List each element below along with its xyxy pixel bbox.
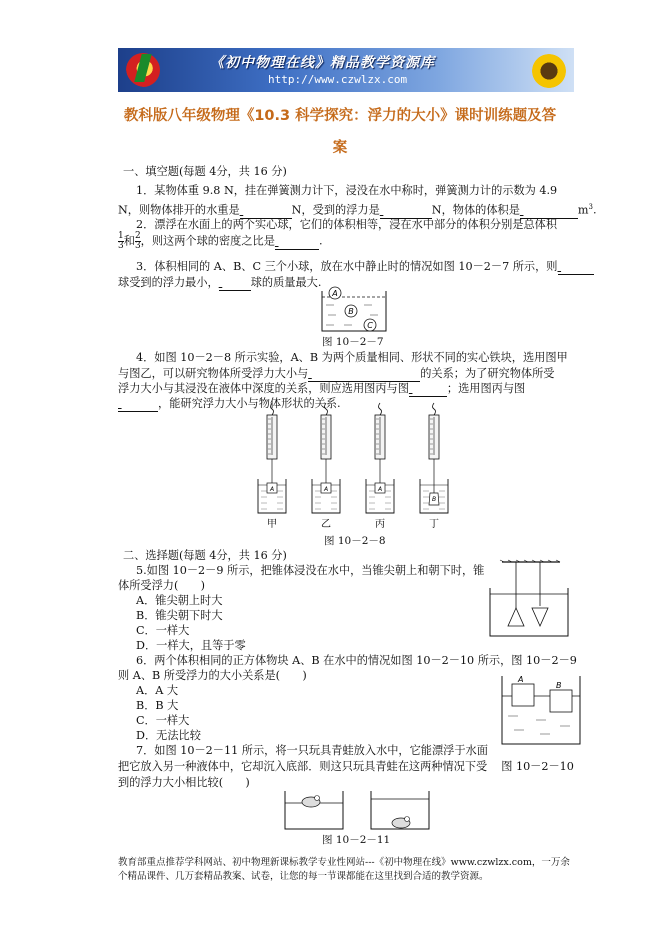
q4-text-b2: 的关系；为了研究物体所受 xyxy=(420,367,555,380)
q1-line2 xyxy=(118,200,597,219)
q4-line2 xyxy=(118,366,554,382)
setup-label: 甲 xyxy=(267,519,277,530)
block-b xyxy=(550,690,572,712)
block-b-label: B xyxy=(556,681,562,690)
q1-end: . xyxy=(592,203,597,217)
setup-label: 丁 xyxy=(429,519,439,530)
block-label: B xyxy=(431,496,437,503)
block-a xyxy=(512,684,534,706)
q3-text-b2: 球的质量最大. xyxy=(250,276,322,289)
q5-option-a[interactable]: A．锥尖朝上时大 xyxy=(136,594,223,607)
spring-scale-setup-1 xyxy=(258,403,286,530)
sunflower-icon xyxy=(532,54,566,88)
q1-line1: 1．某物体重 9.8 N，挂在弹簧测力计下，浸没在水中称时，弹簧测力计的示数为 4.9 xyxy=(136,184,558,197)
q4-blank-2[interactable] xyxy=(409,381,447,397)
block-label: A xyxy=(269,486,275,493)
q2-fraction-1: $\frac{1}{3}$ xyxy=(118,231,124,251)
footer-line2: 个精品课件、几万套精品教案、试卷，让您的每一节课都能在这里找到合适的教学资源。 xyxy=(118,871,489,882)
figure-10-2-8-caption: 图 10－2－8 xyxy=(324,535,386,547)
section1-heading: 一、填空题(每题 4分，共 16 分) xyxy=(123,165,287,178)
q3-blank-2[interactable] xyxy=(219,275,251,291)
q4-text-c1: 浮力大小与其浸没在液体中深度的关系，则应选用图丙与图 xyxy=(118,382,409,395)
block-a-label: A xyxy=(518,675,524,684)
figure-10-2-11-caption: 图 10－2－11 xyxy=(322,834,391,846)
cone-tip-down xyxy=(532,608,548,626)
section2-heading: 二、选择题(每题 4分，共 16 分) xyxy=(123,549,287,562)
spring-scale-setup-2 xyxy=(312,403,340,530)
figure-10-2-7 xyxy=(320,287,388,333)
spring-scale-setup-3 xyxy=(366,403,394,530)
q7-line2 xyxy=(118,759,574,774)
banner-url[interactable]: http://www.czwlzx.com xyxy=(268,73,408,86)
q4-text-d: ，能研究浮力大小与物体形状的关系. xyxy=(158,397,341,410)
beaker-sunk xyxy=(371,791,429,829)
figure-10-2-10-caption: 图 10－2－10 xyxy=(501,760,574,773)
q1-unit-sup: 3 xyxy=(588,203,593,211)
q2-text: ，则这两个球的密度之比是 xyxy=(140,234,275,248)
q2-blank[interactable] xyxy=(275,234,319,250)
q6-option-a[interactable]: A．A 大 xyxy=(136,684,179,697)
figure-10-2-9 xyxy=(488,560,570,638)
q1-text-3: N，物体的体积是 xyxy=(431,203,520,217)
block-label: A xyxy=(377,486,383,493)
q4-text-b1: 与图乙，可以研究物体所受浮力大小与 xyxy=(118,367,309,380)
figure-10-2-7-caption: 图 10－2－7 xyxy=(322,336,384,348)
q5-option-b[interactable]: B．锥尖朝下时大 xyxy=(136,609,223,622)
q7-line3: 到的浮力大小相比较( ) xyxy=(118,776,250,789)
setup-label: 乙 xyxy=(321,519,331,530)
q7-text-b1: 把它放入另一种液体中，它却沉入底部．则这只玩具青蛙在这两种情况下受 xyxy=(118,760,488,773)
ball-c-label: C xyxy=(367,321,373,330)
q4-blank-1[interactable] xyxy=(308,366,420,382)
q2-fraction-2: $\frac{2}{3}$ xyxy=(134,231,141,251)
q6-option-d[interactable]: D．无法比较 xyxy=(136,729,201,742)
q2-line1: 2．漂浮在水面上的两个实心球，它们的体积相等，浸在水中部分的体积分别是总体积 xyxy=(136,218,558,231)
banner-title: 《初中物理在线》精品教学资源库 xyxy=(210,55,435,71)
q6-line1: 6．两个体积相同的正方体物块 A、B 在水中的情况如图 10－2－10 所示，图 10－2－9 xyxy=(136,654,577,667)
q2-end: . xyxy=(318,234,323,248)
q1-text-2: N，受到的浮力是 xyxy=(291,203,380,217)
q2-and: 和 xyxy=(123,234,135,248)
q3-blank-1[interactable] xyxy=(558,259,594,275)
q4-line3 xyxy=(118,381,525,397)
ball-a-label: A xyxy=(332,289,338,298)
page-title-line1: 教科版八年级物理《10.3 科学探究：浮力的大小》课时训练题及答 xyxy=(123,108,557,124)
q5-line1: 5.如图 10－2－9 所示，把锥体浸没在水中，当锥尖朝上和朝下时，锥 xyxy=(136,564,485,577)
q4-text-c2: ；选用图丙与图 xyxy=(446,382,526,395)
q3-line2 xyxy=(118,275,321,291)
q1-unit: m xyxy=(577,203,589,217)
footer-line1: 教育部重点推荐学科网站、初中物理新课标教学专业性网站---《初中物理在线》www.czwlzx.com，一万余 xyxy=(118,857,570,868)
figure-10-2-10 xyxy=(500,672,584,746)
q5-line2: 体所受浮力( ) xyxy=(118,579,206,592)
cone-tip-up xyxy=(508,608,524,626)
q2-line2 xyxy=(118,232,323,251)
q7-line1: 7．如图 10－2－11 所示，将一只玩具青蛙放入水中，它能漂浮于水面 xyxy=(136,744,488,757)
figure-10-2-8 xyxy=(256,403,466,531)
ball-b-label: B xyxy=(348,307,354,316)
block-label: A xyxy=(323,486,329,493)
q6-option-b[interactable]: B．B 大 xyxy=(136,699,179,712)
q1-text-1: N，则物体排开的水重是 xyxy=(118,203,240,217)
spring-scale-setup-4 xyxy=(420,403,448,530)
figure-10-2-11 xyxy=(283,787,433,831)
q3-text-b1: 球受到的浮力最小， xyxy=(118,276,219,289)
site-banner xyxy=(118,48,574,92)
q4-line1: 4．如图 10－2－8 所示实验，A、B 为两个质量相同、形状不同的实心铁块，选用图甲 xyxy=(136,351,568,364)
q3-line1 xyxy=(136,259,594,275)
setup-label: 丙 xyxy=(375,519,385,530)
page-title-line2: 案 xyxy=(332,140,348,156)
q3-text-a: 3．体积相同的 A、B、C 三个小球，放在水中静止时的情况如图 10－2－7 所示，则 xyxy=(136,260,558,273)
q6-option-c[interactable]: C．一样大 xyxy=(136,714,190,727)
q4-blank-3[interactable] xyxy=(118,396,158,412)
beaker-floating xyxy=(285,791,343,829)
q5-option-c[interactable]: C．一样大 xyxy=(136,624,190,637)
q5-option-d[interactable]: D．一样大，且等于零 xyxy=(136,639,246,652)
q6-line2: 则 A、B 所受浮力的大小关系是( ) xyxy=(118,669,307,682)
